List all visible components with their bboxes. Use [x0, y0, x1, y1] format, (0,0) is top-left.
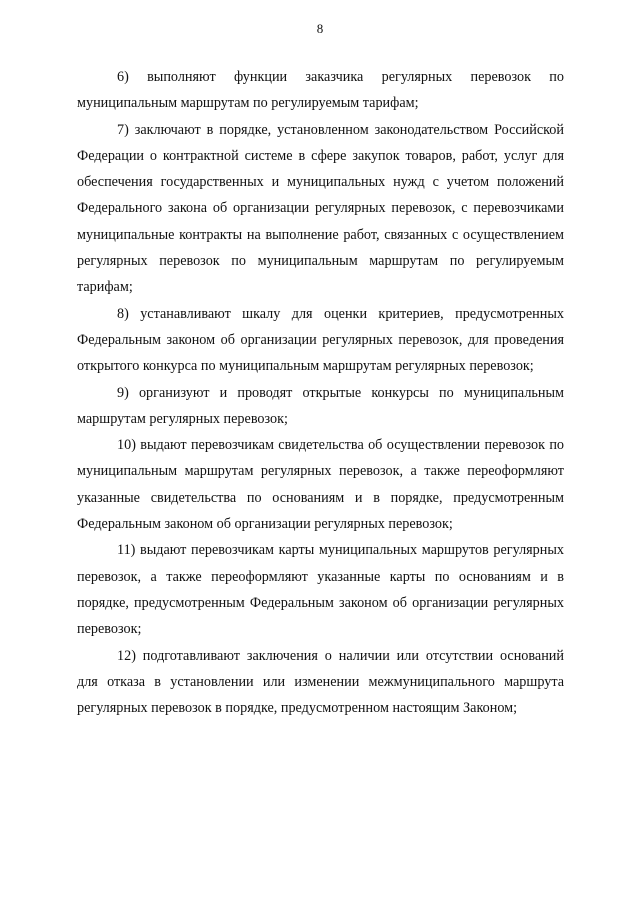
paragraph-item-8: 8) устанавливают шкалу для оценки критериев, предусмотренных Федеральным законом об организации регулярных перевозок, для проведения открытого конкурса по муниципальным маршрутам регулярных перевозок; [77, 305, 564, 375]
paragraph-item-10: 10) выдают перевозчикам свидетельства об осуществлении перевозок по муниципальным маршрутам регулярных перевозок, а также переоформляют указанные свидетельства по основаниям и в порядке, предусмотренным Федеральным законом об организации регулярных перевозок; [77, 437, 564, 533]
paragraph-item-6: 6) выполняют функции заказчика регулярных перевозок по муниципальным маршрутам по регулируемым тарифам; [77, 69, 564, 112]
paragraph-item-12: 12) подготавливают заключения о наличии или отсутствии оснований для отказа в установлении или изменении межмуниципального маршрута регулярных перевозок в порядке, предусмотренном настоящим Законом; [77, 647, 564, 717]
document-body [77, 64, 564, 721]
paragraph-item-11: 11) выдают перевозчикам карты муниципальных маршрутов регулярных перевозок, а также переоформляют указанные карты по основаниям и в порядке, предусмотренным Федеральным законом об организации регулярных перевозок; [77, 542, 564, 638]
paragraph-item-7: 7) заключают в порядке, установленном законодательством Российской Федерации о контрактной системе в сфере закупок товаров, работ, услуг для обеспечения государственных и муниципальных нужд с учетом положений Федерального закона об организации регулярных перевозок, с перевозчиками муниципальные контракты на выполнение работ, связанных с осуществлением регулярных перевозок по муниципальным маршрутам по регулируемым тарифам; [77, 121, 564, 296]
paragraph-item-9: 9) организуют и проводят открытые конкурсы по муниципальным маршрутам регулярных перевозок; [77, 384, 564, 427]
page-number: 8 [316, 21, 324, 36]
